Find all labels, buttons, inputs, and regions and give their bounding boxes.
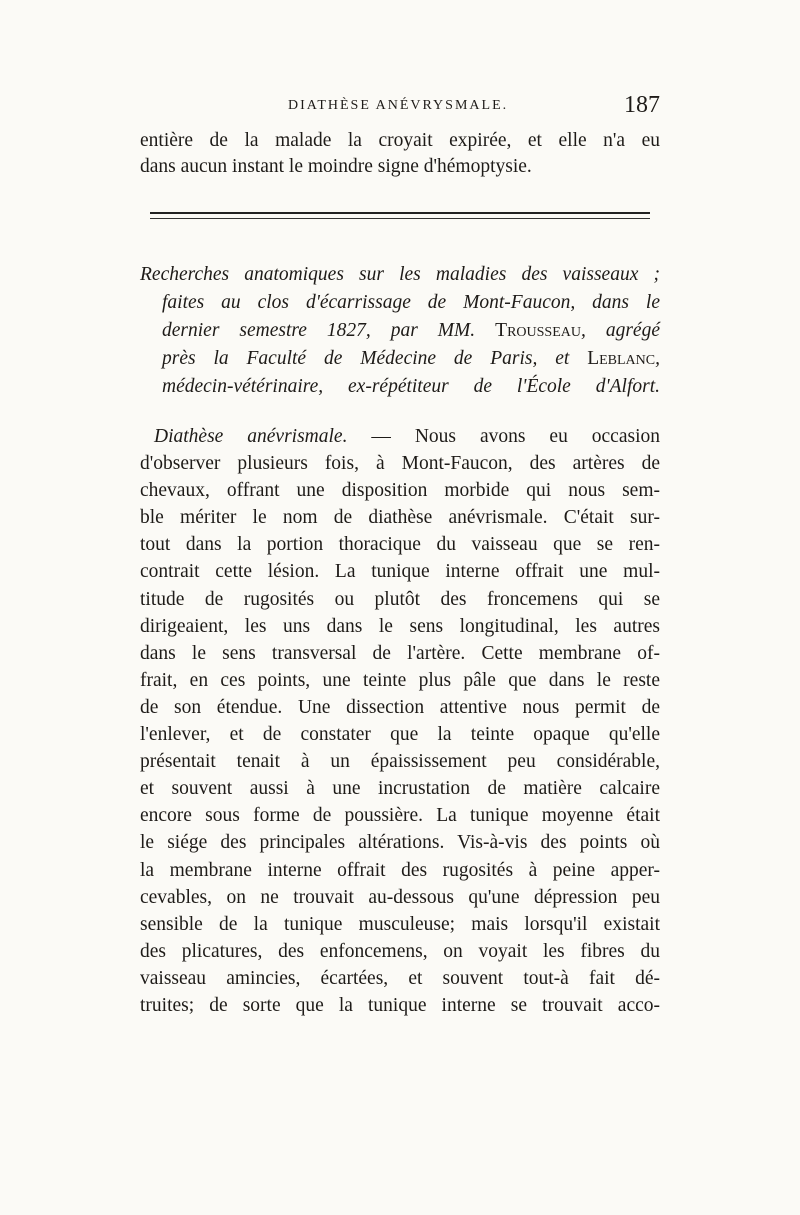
author-leblanc: Leblanc bbox=[587, 348, 656, 369]
section-title-rest: — Nous avons eu occasion bbox=[347, 426, 660, 447]
page-number: 187 bbox=[624, 92, 660, 118]
body-line: truites; de sorte que la tunique interne se trouvait acco- bbox=[140, 995, 660, 1016]
section-title-line bbox=[154, 424, 660, 450]
body-line: de son étendue. Une dissection attentive nous permit de bbox=[140, 696, 660, 718]
article-heading-text: dernier semestre 1827, par MM. bbox=[162, 320, 476, 341]
body-line: et souvent aussi à une incrustation de matière calcaire bbox=[140, 778, 660, 800]
article-heading-line-5: médecin-vétérinaire, ex-répétiteur de l'École d'Alfort. bbox=[162, 376, 660, 397]
body-line: cevables, on ne trouvait au-dessous qu'une dépression peu bbox=[140, 886, 660, 908]
body-line: d'observer plusieurs fois, à Mont-Faucon, des artères de bbox=[140, 453, 660, 474]
article-heading-line-1: Recherches anatomiques sur les maladies des vaisseaux ; bbox=[140, 264, 660, 285]
article-heading-text: près la Faculté de Médecine de Paris, et bbox=[162, 348, 570, 369]
article-heading-line-4 bbox=[162, 346, 660, 372]
body-line: l'enlever, et de constater que la teinte opaque qu'elle bbox=[140, 724, 660, 745]
article-heading-line-3 bbox=[162, 318, 660, 344]
body-line: des plicatures, des enfoncemens, on voyait les fibres du bbox=[140, 940, 660, 962]
body-line: sensible de la tunique musculeuse; mais lorsqu'il existait bbox=[140, 913, 660, 935]
body-line: vaisseau amincies, écartées, et souvent tout-à fait dé- bbox=[140, 967, 660, 989]
body-line: contrait cette lésion. La tunique interne offrait une mul- bbox=[140, 561, 660, 583]
intro-line-1: entière de la malade la croyait expirée, et elle n'a eu bbox=[140, 130, 660, 151]
intro-line-2: dans aucun instant le moindre signe d'hémoptysie. bbox=[140, 156, 532, 177]
author-title: , agrégé bbox=[580, 320, 660, 341]
section-title: Diathèse anévrismale. bbox=[154, 426, 348, 447]
section-rule-thick bbox=[150, 212, 650, 214]
author-comma: , bbox=[655, 348, 660, 369]
running-head bbox=[140, 92, 660, 124]
article-heading-line-2: faites au clos d'écarrissage de Mont-Faucon, dans le bbox=[162, 292, 660, 313]
running-title: DIATHÈSE ANÉVRYSMALE. bbox=[288, 98, 509, 113]
body-line: ble mériter le nom de diathèse anévrismale. C'était sur- bbox=[140, 507, 660, 529]
body-line: le siége des principales altérations. Vis-à-vis des points où bbox=[140, 832, 660, 854]
book-page bbox=[140, 0, 660, 1215]
body-line: tout dans la portion thoracique du vaisseau que se ren- bbox=[140, 534, 660, 556]
body-line: dans le sens transversal de l'artère. Cette membrane of- bbox=[140, 642, 660, 664]
body-line: dirigeaient, les uns dans le sens longitudinal, les autres bbox=[140, 615, 660, 637]
section-rule-thin bbox=[150, 218, 650, 219]
body-line: chevaux, offrant une disposition morbide qui nous sem- bbox=[140, 480, 660, 502]
body-line: frait, en ces points, une teinte plus pâle que dans le reste bbox=[140, 669, 660, 691]
body-line: présentait tenait à un épaississement peu considérable, bbox=[140, 751, 660, 773]
author-trousseau: Trousseau bbox=[495, 320, 581, 341]
body-line: encore sous forme de poussière. La tunique moyenne était bbox=[140, 805, 660, 827]
body-line: la membrane interne offrait des rugosités à peine apper- bbox=[140, 859, 660, 881]
body-line: titude de rugosités ou plutôt des froncemens qui se bbox=[140, 588, 660, 610]
